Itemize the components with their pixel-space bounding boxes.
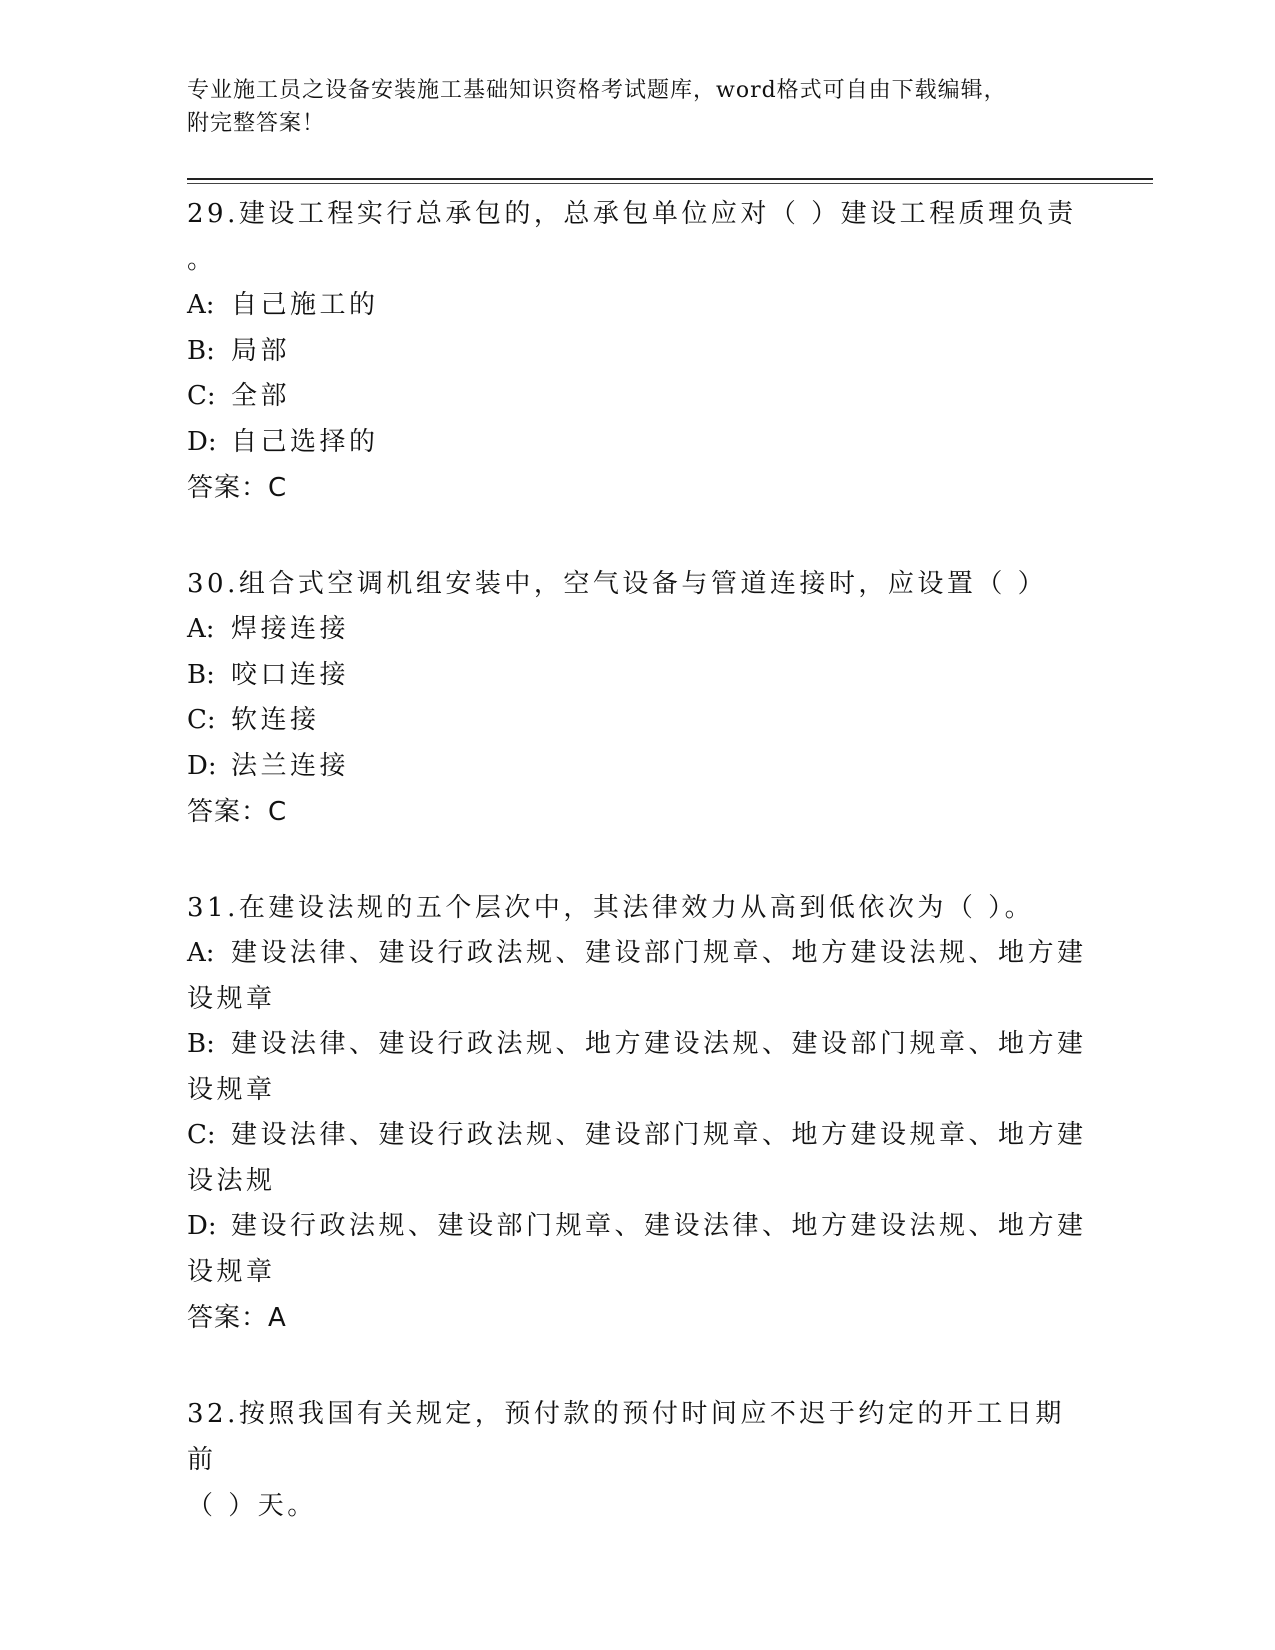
option-b xyxy=(187,653,1087,699)
option-c xyxy=(187,1113,1087,1159)
question-stem: 29.建设工程实行总承包的，总承包单位应对（ ）建设工程质理负责 xyxy=(187,199,1077,229)
option-text: 全部 xyxy=(231,381,291,411)
option-letter: D: xyxy=(187,1211,217,1241)
option-text-continued: 设规章 xyxy=(187,1256,276,1287)
option-d xyxy=(187,420,1087,466)
header-divider-thick xyxy=(187,178,1153,180)
option-b-continued xyxy=(187,1068,1087,1114)
question-32 xyxy=(187,1391,1087,1529)
option-text: 焊接连接 xyxy=(231,614,350,644)
option-text: 建设法律、建设行政法规、地方建设法规、建设部门规章、地方建 xyxy=(231,1029,1087,1059)
option-text: 局部 xyxy=(231,335,291,366)
option-letter: A: xyxy=(187,614,215,644)
question-stem: 32.按照我国有关规定，预付款的预付时间应不迟于约定的开工日期前 xyxy=(187,1399,1065,1475)
option-letter: B: xyxy=(187,1029,215,1059)
option-a-continued xyxy=(187,977,1087,1023)
option-c xyxy=(187,698,1087,744)
option-letter: C: xyxy=(187,1120,216,1150)
option-letter: D: xyxy=(187,750,217,781)
option-d-continued xyxy=(187,1250,1087,1296)
question-30 xyxy=(187,561,1087,835)
question-stem: 30.组合式空调机组安装中，空气设备与管道连接时，应设置（ ） xyxy=(187,569,1048,599)
option-text-continued: 设法规 xyxy=(187,1165,276,1196)
option-text-continued: 设规章 xyxy=(187,1074,276,1105)
option-text: 软连接 xyxy=(231,705,320,735)
option-b xyxy=(187,329,1087,375)
answer: 答案：C xyxy=(187,473,288,503)
option-letter: D: xyxy=(187,426,217,457)
option-a xyxy=(187,283,1087,329)
option-text: 建设法律、建设行政法规、建设部门规章、地方建设法规、地方建 xyxy=(231,938,1087,968)
option-c xyxy=(187,374,1087,420)
question-stem-continued: （ ）天。 xyxy=(187,1491,317,1521)
question-29 xyxy=(187,191,1087,511)
option-letter: A: xyxy=(187,290,215,320)
header-divider-thin xyxy=(187,183,1153,184)
question-31 xyxy=(187,885,1087,1341)
option-a xyxy=(187,931,1087,977)
header-line-1: 专业施工员之设备安装施工基础知识资格考试题库，word格式可自由下载编辑， xyxy=(187,78,1007,103)
option-d xyxy=(187,744,1087,790)
option-letter: A: xyxy=(187,938,215,968)
document-header xyxy=(187,74,1067,140)
question-stem: 31.在建设法规的五个层次中，其法律效力从高到低依次为（ ）。 xyxy=(187,893,1035,923)
option-text: 建设法律、建设行政法规、建设部门规章、地方建设规章、地方建 xyxy=(231,1120,1087,1150)
question-stem-continued: 。 xyxy=(187,245,217,275)
header-line-2: 附完整答案！ xyxy=(187,111,326,136)
option-text: 自己施工的 xyxy=(231,290,379,320)
answer: 答案：C xyxy=(187,797,288,827)
option-d xyxy=(187,1204,1087,1250)
option-letter: C: xyxy=(187,705,216,735)
option-letter: B: xyxy=(187,659,215,690)
question-list xyxy=(187,191,1087,1579)
option-text: 咬口连接 xyxy=(231,659,350,690)
option-text: 法兰连接 xyxy=(231,750,350,781)
option-c-continued xyxy=(187,1159,1087,1205)
option-b xyxy=(187,1022,1087,1068)
option-text-continued: 设规章 xyxy=(187,983,276,1014)
option-text: 自己选择的 xyxy=(231,426,379,457)
option-a xyxy=(187,607,1087,653)
answer: 答案：A xyxy=(187,1303,287,1333)
option-letter: C: xyxy=(187,381,216,411)
option-letter: B: xyxy=(187,335,215,366)
option-text: 建设行政法规、建设部门规章、建设法律、地方建设法规、地方建 xyxy=(231,1211,1087,1241)
